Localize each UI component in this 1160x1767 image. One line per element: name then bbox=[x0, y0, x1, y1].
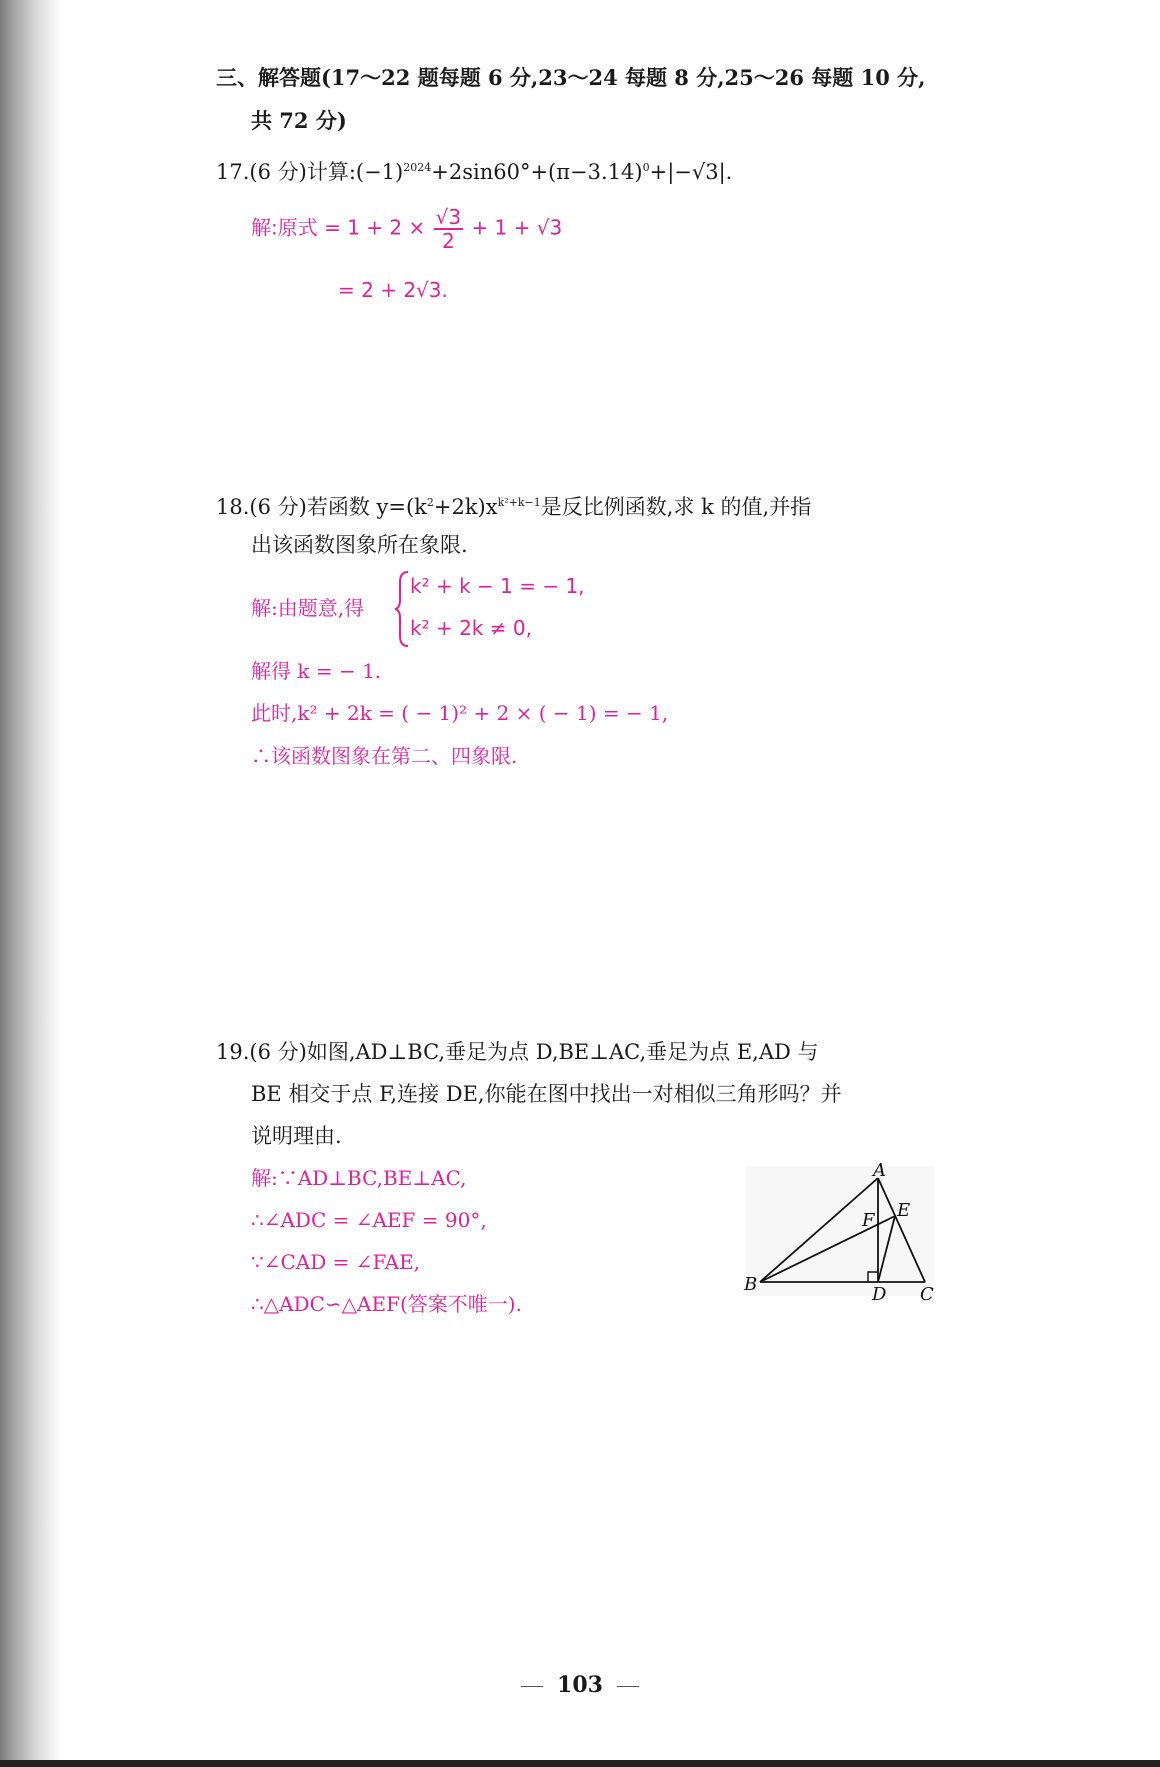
q18-text-e: 是反比例函数,求 k 的值,并指 bbox=[540, 495, 812, 519]
q18-text-c: +2k)x bbox=[433, 495, 498, 519]
q18-system-eq2: k² + 2k ≠ 0, bbox=[410, 616, 532, 640]
bottom-edge-bar bbox=[0, 1760, 1160, 1767]
label-B: B bbox=[744, 1274, 758, 1295]
q17-solution-line2: = 2 + 2√3. bbox=[338, 278, 448, 302]
q17-sol-tail: + 1 + √3 bbox=[471, 215, 563, 240]
q17-solution-line1 bbox=[251, 206, 562, 252]
question-19: 19.(6 分)如图,AD⊥BC,垂足为点 D,BE⊥AC,垂足为点 E,AD 与 bbox=[216, 1040, 819, 1064]
q18-sup-d: k²+k−1 bbox=[497, 496, 541, 509]
q17-suffix: +|−√3|. bbox=[649, 160, 733, 184]
label-C: C bbox=[920, 1284, 934, 1305]
q19-sol-line4: ∴△ADC∽△AEF(答案不唯一). bbox=[251, 1292, 522, 1316]
label-F: F bbox=[862, 1210, 875, 1231]
q18-sol-line3: 此时,k² + 2k = ( − 1)² + 2 × ( − 1) = − 1, bbox=[251, 701, 669, 725]
page-number bbox=[490, 1672, 670, 1698]
q19-sol-line3: ∵∠CAD = ∠FAE, bbox=[251, 1250, 421, 1274]
q18-sol-line2: 解得 k = − 1. bbox=[251, 659, 382, 683]
label-A: A bbox=[873, 1160, 886, 1181]
section-heading-cont: 共 72 分) bbox=[251, 108, 347, 133]
q17-frac-num: √3 bbox=[435, 205, 462, 229]
q18-sup-b: 2 bbox=[426, 496, 434, 509]
q17-prefix: 17.(6 分)计算:(−1) bbox=[216, 160, 404, 184]
section-heading: 三、解答题(17～22 题每题 6 分,23～24 每题 8 分,25～26 每题 10 分, bbox=[216, 65, 926, 90]
q17-fraction bbox=[434, 206, 463, 252]
question-18 bbox=[216, 489, 811, 521]
figure-background bbox=[746, 1166, 934, 1296]
q19-triangle-figure bbox=[740, 1160, 940, 1310]
q17-exponent: 2024 bbox=[403, 161, 432, 174]
label-D: D bbox=[872, 1284, 887, 1305]
page-binding-shadow bbox=[0, 0, 62, 1767]
question-19-cont2: 说明理由. bbox=[251, 1124, 342, 1148]
page-number-value: 103 bbox=[557, 1672, 603, 1698]
q19-sol-line2: ∴∠ADC = ∠AEF = 90°, bbox=[251, 1208, 487, 1232]
q18-sol-lead: 解:由题意,得 bbox=[251, 596, 365, 620]
label-E: E bbox=[897, 1200, 911, 1221]
question-19-cont1: BE 相交于点 F,连接 DE,你能在图中找出一对相似三角形吗？并 bbox=[251, 1082, 842, 1106]
q17-frac-den: 2 bbox=[441, 229, 455, 253]
question-17 bbox=[216, 154, 732, 186]
q18-text-a: 18.(6 分)若函数 y=(k bbox=[216, 495, 427, 519]
q17-mid: +2sin60°+(π−3.14) bbox=[431, 160, 643, 184]
q18-system-eq1: k² + k − 1 = − 1, bbox=[410, 574, 585, 598]
question-18-cont: 出该函数图象所在象限. bbox=[251, 533, 468, 557]
q18-sol-line4: ∴该函数图象在第二、四象限. bbox=[251, 744, 518, 768]
q17-exponent-2: 0 bbox=[642, 161, 650, 174]
q19-sol-line1: 解:∵AD⊥BC,BE⊥AC, bbox=[251, 1166, 467, 1190]
q17-sol-lead: 解:原式 = 1 + 2 × bbox=[251, 215, 426, 240]
